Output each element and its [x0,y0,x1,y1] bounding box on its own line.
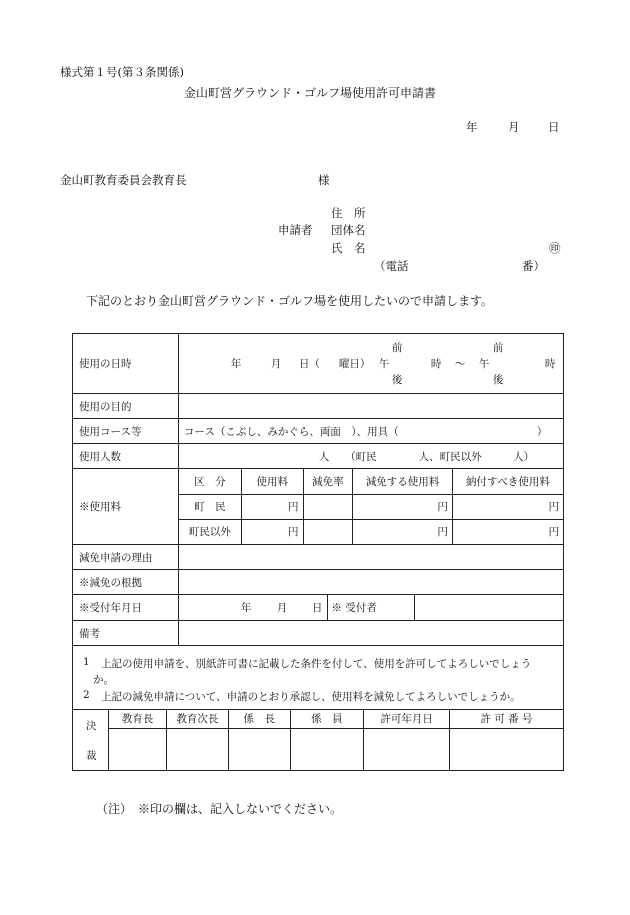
fee-row-rate[interactable] [303,519,353,544]
time-label-1: 時 [430,358,442,370]
date-month: 月 [270,358,282,370]
ampm-label-1: 午 [378,358,390,370]
am-label-1: 前 [391,342,403,354]
decision-header-superintendent: 教育長 [109,710,167,728]
course-value: コース（こぶし、みかぐら、両面 ）、用具（ [183,426,399,438]
approval-2-number: 2 [83,689,90,701]
form-title: 金山町営グラウンド・ゴルフ場使用許可申請書 [184,86,437,100]
applicant-group-label: 団体名 [331,223,366,237]
fee-row-fee[interactable]: 円 [242,494,304,519]
fee-header-reduced: 減免する使用料 [353,469,453,494]
fee-header-rate: 減免率 [303,469,353,494]
decision-label-1: 決 [86,720,97,732]
fee-row-payable[interactable]: 円 [452,519,563,544]
fee-header-fee: 使用料 [242,469,304,494]
reason-field[interactable] [178,545,563,570]
intro-text: 下記のとおり金山町営グラウンド・ゴルフ場を使用したいので申請します。 [86,294,494,308]
fee-table [179,469,563,544]
decision-header-staff: 係 員 [290,710,364,728]
basis-label: ※減免の根拠 [79,576,142,589]
received-date-field[interactable] [179,595,327,620]
approval-1-number: 1 [83,656,90,668]
received-label: ※受付年月日 [79,602,142,614]
course-label: 使用コース等 [79,425,142,438]
phone-close: 番） [522,259,545,273]
fee-row-rate[interactable] [303,494,353,519]
stamp-superintendent[interactable] [109,728,167,770]
course-close: ） [536,426,548,438]
date-day-label: 日 [548,120,560,134]
date-label-cell [73,334,179,394]
approval-2-text: 上記の減免申請について、申請のとおり承認し、使用料を減免してよろしいでしょうか。 [101,691,521,703]
receiver-field[interactable] [415,595,563,620]
people-field[interactable] [178,444,563,469]
approval-1-continuation: か。 [93,674,114,686]
received-month: 月 [276,602,288,614]
course-field[interactable] [178,419,563,444]
fee-header-payable: 納付すべき使用料 [452,469,563,494]
basis-field[interactable] [178,570,563,595]
date-label: 使用の日時 [79,358,132,370]
decision-header-permit-date: 許可年月日 [364,710,450,728]
pm-label-1: 後 [391,374,403,386]
fee-header-category: 区 分 [179,469,242,494]
tilde: ～ [454,358,466,370]
addressee-honorific: 様 [318,173,330,187]
fee-row-reduced[interactable]: 円 [353,519,453,544]
date-day: 日（ [298,358,320,370]
applicant-label: 申請者 [278,223,313,237]
fee-row-reduced[interactable]: 円 [353,494,453,519]
stamp-deputy[interactable] [166,728,228,770]
remarks-label: 備考 [79,627,100,640]
approval-1-text: 上記の使用申請を、別紙許可書に記載した条件を付して、使用を許可してよろしいでしょう [101,658,532,670]
footnote: （注） ※印の欄は、記入しないでください。 [96,802,343,816]
applicant-address-label: 住 所 [331,206,366,220]
application-table [72,333,564,771]
decision-table [73,710,563,770]
reason-label: 減免申請の理由 [79,551,153,564]
date-value-cell [178,334,563,394]
remarks-field[interactable] [178,621,563,646]
date-month-label: 月 [508,120,520,134]
fee-row-fee[interactable]: 円 [242,519,304,544]
decision-label-2: 裁 [86,750,97,762]
applicant-name-label: 氏 名 [331,241,366,255]
approval-text-cell [73,646,564,710]
permit-number-field[interactable] [449,728,563,770]
receiver-label: ※ 受付者 [327,595,415,620]
seal-mark: ㊞ [549,241,561,255]
fee-label: ※使用料 [79,501,121,513]
time-label-2: 時 [544,358,556,370]
fee-row-category: 町 民 [179,494,242,519]
people-label: 使用人数 [79,450,121,463]
date-year-label: 年 [466,120,478,134]
stamp-staff[interactable] [290,728,364,770]
decision-header-chief: 係 長 [228,710,290,728]
pm-label-2: 後 [492,374,504,386]
decision-header-permit-number: 許 可 番 号 [449,710,563,728]
permit-date-field[interactable] [364,728,450,770]
ampm-label-2: 午 [478,358,490,370]
phone-open: （電話 [374,259,409,273]
date-year: 年 [230,358,242,370]
received-year: 年 [240,602,252,614]
purpose-label: 使用の目的 [79,400,132,413]
decision-header-deputy: 教育次長 [166,710,228,728]
fee-row-category: 町民以外 [179,519,242,544]
stamp-chief[interactable] [228,728,290,770]
addressee-name: 金山町教育委員会教育長 [60,173,187,187]
decision-label-cell [73,710,109,770]
am-label-2: 前 [492,342,504,354]
received-subtable [179,595,563,620]
purpose-field[interactable] [178,394,563,419]
date-dow: 曜日） [338,358,371,370]
received-day: 日 [311,602,323,614]
fee-row-payable[interactable]: 円 [452,494,563,519]
form-number: 様式第１号(第３条関係) [60,65,184,79]
people-value: 人 （町民 人、町民以外 人） [318,451,535,463]
